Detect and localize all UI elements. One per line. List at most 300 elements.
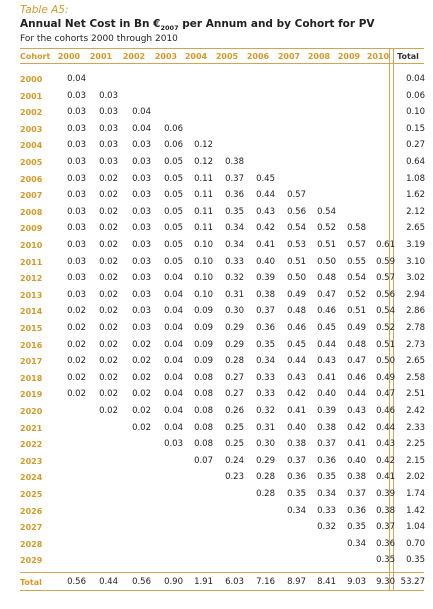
row-cohort-label: 2028 <box>20 539 43 549</box>
header-year: 2009 <box>337 52 361 61</box>
table-cell: 0.57 <box>287 190 306 201</box>
row-cohort-label: 2006 <box>20 174 43 184</box>
table-cell: 0.02 <box>99 240 118 250</box>
table-cell: 0.39 <box>256 273 275 284</box>
table-cell: 0.35 <box>287 489 306 499</box>
table-cell: 0.35 <box>347 522 366 533</box>
row-cohort-label: 2010 <box>20 241 43 250</box>
table-cell: 0.05 <box>164 190 183 201</box>
table-cell: 0.43 <box>317 356 336 367</box>
table-cell: 0.38 <box>256 289 275 300</box>
header-year: 2001 <box>89 52 113 61</box>
table-cell: 0.03 <box>67 140 86 151</box>
table-cell: 0.44 <box>256 190 275 201</box>
row-total-cell: 2.65 <box>406 223 425 234</box>
table-cell: 0.04 <box>164 273 183 284</box>
table-cell: 0.56 <box>287 206 306 217</box>
title-subscript: 2007 <box>160 24 179 33</box>
row-total-cell: 1.08 <box>406 173 425 184</box>
table-cell: 0.03 <box>132 323 151 333</box>
table-title <box>20 18 375 32</box>
table-cell: 0.03 <box>67 206 86 217</box>
totals-label: Total <box>20 578 42 587</box>
table-cell: 0.25 <box>225 439 244 450</box>
row-cohort-label: 2015 <box>20 324 43 333</box>
table-cell: 0.03 <box>132 289 151 300</box>
table-cell: 0.02 <box>67 356 86 367</box>
totals-cell: 9.03 <box>347 577 366 587</box>
table-cell: 0.33 <box>317 505 336 516</box>
table-cell: 0.02 <box>99 223 118 234</box>
table-cell: 0.49 <box>287 289 306 300</box>
table-cell: 0.03 <box>67 190 86 201</box>
table-cell: 0.47 <box>347 356 366 367</box>
table-cell: 0.10 <box>194 273 213 284</box>
table-cell: 0.61 <box>376 240 395 250</box>
row-total-cell: 2.86 <box>406 306 425 317</box>
table-cell: 0.51 <box>287 256 306 267</box>
table-cell: 0.32 <box>225 273 244 284</box>
table-cell: 0.05 <box>164 173 183 184</box>
table-cell: 0.51 <box>376 339 395 350</box>
row-total-cell: 1.04 <box>406 522 425 533</box>
table-cell: 0.40 <box>287 422 306 433</box>
table-cell: 0.38 <box>347 472 366 483</box>
table-cell: 0.50 <box>376 356 395 367</box>
table-cell: 0.59 <box>376 256 395 267</box>
table-cell: 0.03 <box>67 173 86 184</box>
table-cell: 0.36 <box>287 472 306 483</box>
header-year: 2002 <box>122 52 146 61</box>
table-cell: 0.33 <box>256 372 275 383</box>
table-cell: 0.03 <box>99 90 118 101</box>
table-cell: 0.11 <box>194 206 213 217</box>
row-total-cell: 2.94 <box>406 289 425 300</box>
table-cell: 0.54 <box>317 206 336 217</box>
table-cell: 0.02 <box>99 173 118 184</box>
table-cell: 0.32 <box>256 406 275 416</box>
table-cell: 0.02 <box>99 190 118 201</box>
table-cell: 0.02 <box>67 306 86 317</box>
table-cell: 0.30 <box>256 439 275 450</box>
header-year: 2010 <box>366 52 390 61</box>
table-cell: 0.03 <box>132 206 151 217</box>
table-cell: 0.03 <box>132 223 151 234</box>
grand-total-cell: 53.27 <box>400 577 425 587</box>
row-cohort-label: 2018 <box>20 373 43 383</box>
row-total-cell: 1.74 <box>406 489 425 499</box>
table-cell: 0.05 <box>164 157 183 167</box>
table-cell: 0.46 <box>376 406 395 416</box>
table-cell: 0.02 <box>132 339 151 350</box>
table-cell: 0.38 <box>287 439 306 450</box>
table-cell: 0.44 <box>347 389 366 400</box>
table-cell: 0.45 <box>256 173 275 184</box>
row-total-cell: 2.58 <box>406 372 425 383</box>
table-cell: 0.29 <box>225 323 244 333</box>
table-cell: 0.50 <box>287 273 306 284</box>
title-main: Annual Net Cost in Bn € <box>20 18 161 30</box>
table-cell: 0.52 <box>317 223 336 234</box>
table-cell: 0.37 <box>347 489 366 499</box>
table-subtitle: For the cohorts 2000 through 2010 <box>20 34 178 44</box>
table-cell: 0.04 <box>164 422 183 433</box>
table-cell: 0.52 <box>347 289 366 300</box>
totals-cell: 0.44 <box>99 577 118 587</box>
table-cell: 0.02 <box>99 289 118 300</box>
table-cell: 0.40 <box>317 389 336 400</box>
table-cell: 0.41 <box>287 406 306 416</box>
table-cell: 0.42 <box>376 455 395 466</box>
table-cell: 0.10 <box>194 289 213 300</box>
table-cell: 0.02 <box>67 323 86 333</box>
table-cell: 0.12 <box>194 140 213 151</box>
row-total-cell: 0.70 <box>406 538 425 549</box>
table-cell: 0.03 <box>99 157 118 167</box>
table-cell: 0.08 <box>194 372 213 383</box>
table-cell: 0.06 <box>164 123 183 134</box>
table-cell: 0.05 <box>164 223 183 234</box>
table-cell: 0.03 <box>67 273 86 284</box>
table-cell: 0.02 <box>67 372 86 383</box>
row-cohort-label: 2029 <box>20 556 43 566</box>
table-cell: 0.28 <box>256 489 275 499</box>
totals-cell: 0.56 <box>132 577 151 587</box>
table-cell: 0.36 <box>256 323 275 333</box>
table-cell: 0.44 <box>376 422 395 433</box>
table-cell: 0.55 <box>347 256 366 267</box>
table-cell: 0.02 <box>99 406 118 416</box>
table-cell: 0.08 <box>194 406 213 416</box>
row-cohort-label: 2014 <box>20 307 43 317</box>
table-cell: 0.36 <box>225 190 244 201</box>
header-cohort: Cohort <box>20 52 51 61</box>
table-cell: 0.03 <box>99 107 118 118</box>
table-cell: 0.03 <box>67 240 86 250</box>
table-cell: 0.03 <box>132 256 151 267</box>
table-cell: 0.40 <box>347 455 366 466</box>
row-total-cell: 2.12 <box>406 206 425 217</box>
table-cell: 0.03 <box>132 173 151 184</box>
row-total-cell: 2.65 <box>406 356 425 367</box>
table-cell: 0.34 <box>347 538 366 549</box>
table-cell: 0.02 <box>99 323 118 333</box>
table-cell: 0.38 <box>225 157 244 167</box>
table-cell: 0.04 <box>164 406 183 416</box>
table-cell: 0.39 <box>376 489 395 499</box>
table-cell: 0.28 <box>225 356 244 367</box>
table-cell: 0.03 <box>67 223 86 234</box>
table-cell: 0.02 <box>132 372 151 383</box>
table-cell: 0.07 <box>194 455 213 466</box>
row-cohort-label: 2013 <box>20 290 43 300</box>
table-cell: 0.41 <box>376 472 395 483</box>
table-cell: 0.03 <box>132 306 151 317</box>
table-cell: 0.04 <box>164 339 183 350</box>
table-cell: 0.43 <box>256 206 275 217</box>
table-cell: 0.04 <box>164 356 183 367</box>
row-total-cell: 0.64 <box>406 157 425 167</box>
table-cell: 0.02 <box>99 356 118 367</box>
row-cohort-label: 2011 <box>20 257 43 267</box>
table-cell: 0.47 <box>376 389 395 400</box>
header-top-rule <box>20 48 424 49</box>
table-cell: 0.41 <box>256 240 275 250</box>
table-cell: 0.02 <box>99 206 118 217</box>
table-cell: 0.51 <box>347 306 366 317</box>
header-year: 2004 <box>184 52 208 61</box>
table-cell: 0.57 <box>347 240 366 250</box>
table-cell: 0.46 <box>287 323 306 333</box>
table-cell: 0.02 <box>132 356 151 367</box>
row-total-cell: 1.62 <box>406 190 425 201</box>
table-cell: 0.47 <box>317 289 336 300</box>
table-cell: 0.28 <box>256 472 275 483</box>
table-cell: 0.02 <box>99 339 118 350</box>
row-total-cell: 3.10 <box>406 256 425 267</box>
table-cell: 0.25 <box>225 422 244 433</box>
table-cell: 0.08 <box>194 389 213 400</box>
totals-cell: 1.91 <box>194 577 213 587</box>
table-cell: 0.34 <box>287 505 306 516</box>
table-cell: 0.27 <box>225 389 244 400</box>
table-cell: 0.03 <box>67 256 86 267</box>
table-cell: 0.30 <box>225 306 244 317</box>
table-cell: 0.10 <box>194 240 213 250</box>
table-cell: 0.29 <box>225 339 244 350</box>
row-cohort-label: 2012 <box>20 274 43 284</box>
table-cell: 0.03 <box>67 107 86 118</box>
row-cohort-label: 2023 <box>20 456 43 466</box>
table-cell: 0.40 <box>256 256 275 267</box>
table-cell: 0.52 <box>376 323 395 333</box>
row-cohort-label: 2002 <box>20 108 43 118</box>
totals-cell: 7.16 <box>256 577 275 587</box>
table-cell: 0.36 <box>347 505 366 516</box>
table-cell: 0.42 <box>347 422 366 433</box>
table-cell: 0.03 <box>132 140 151 151</box>
row-total-cell: 1.42 <box>406 505 425 516</box>
row-total-cell: 2.33 <box>406 422 425 433</box>
table-cell: 0.42 <box>287 389 306 400</box>
table-cell: 0.58 <box>347 223 366 234</box>
table-cell: 0.03 <box>164 439 183 450</box>
row-cohort-label: 2016 <box>20 340 43 350</box>
row-cohort-label: 2022 <box>20 440 43 450</box>
table-cell: 0.37 <box>376 522 395 533</box>
row-cohort-label: 2019 <box>20 390 43 400</box>
table-cell: 0.33 <box>256 389 275 400</box>
table-cell: 0.35 <box>225 206 244 217</box>
row-cohort-label: 2005 <box>20 158 43 167</box>
header-bottom-rule <box>20 63 424 64</box>
table-cell: 0.56 <box>376 289 395 300</box>
table-cell: 0.02 <box>99 256 118 267</box>
table-cell: 0.34 <box>256 356 275 367</box>
table-cell: 0.39 <box>317 406 336 416</box>
table-cell: 0.03 <box>99 123 118 134</box>
row-total-cell: 2.15 <box>406 455 425 466</box>
table-cell: 0.12 <box>194 157 213 167</box>
table-cell: 0.54 <box>287 223 306 234</box>
table-cell: 0.02 <box>132 406 151 416</box>
table-cell: 0.03 <box>67 157 86 167</box>
header-year: 2007 <box>277 52 301 61</box>
table-cell: 0.09 <box>194 356 213 367</box>
table-cell: 0.37 <box>225 173 244 184</box>
table-cell: 0.53 <box>287 240 306 250</box>
row-cohort-label: 2024 <box>20 473 43 483</box>
table-cell: 0.03 <box>67 90 86 101</box>
table-cell: 0.37 <box>256 306 275 317</box>
row-cohort-label: 2008 <box>20 207 43 217</box>
totals-cell: 8.97 <box>287 577 306 587</box>
table-cell: 0.37 <box>317 439 336 450</box>
table-cell: 0.43 <box>347 406 366 416</box>
table-cell: 0.03 <box>132 240 151 250</box>
totals-cell: 0.90 <box>164 577 183 587</box>
table-cell: 0.11 <box>194 173 213 184</box>
table-cell: 0.02 <box>67 389 86 400</box>
table-cell: 0.36 <box>317 455 336 466</box>
table-cell: 0.46 <box>347 372 366 383</box>
header-year: 2000 <box>57 52 81 61</box>
table-cell: 0.03 <box>99 140 118 151</box>
table-cell: 0.54 <box>376 306 395 317</box>
row-total-cell: 0.06 <box>406 90 425 101</box>
header-year: 2005 <box>215 52 239 61</box>
table-cell: 0.23 <box>225 472 244 483</box>
table-cell: 0.24 <box>225 455 244 466</box>
table-cell: 0.31 <box>256 422 275 433</box>
header-year: 2008 <box>307 52 331 61</box>
table-cell: 0.41 <box>317 372 336 383</box>
table-label: Table A5: <box>20 4 69 16</box>
table-cell: 0.32 <box>317 522 336 533</box>
table-cell: 0.04 <box>164 306 183 317</box>
totals-cell: 8.41 <box>317 577 336 587</box>
table-cell: 0.03 <box>67 123 86 134</box>
table-cell: 0.54 <box>347 273 366 284</box>
row-total-cell: 0.15 <box>406 123 425 134</box>
table-cell: 0.09 <box>194 339 213 350</box>
table-cell: 0.02 <box>67 339 86 350</box>
table-cell: 0.04 <box>164 323 183 333</box>
row-total-cell: 2.25 <box>406 439 425 450</box>
table-cell: 0.41 <box>347 439 366 450</box>
row-total-cell: 0.27 <box>406 140 425 151</box>
title-rest: per Annum and by Cohort for PV <box>178 18 375 30</box>
table-cell: 0.10 <box>194 256 213 267</box>
table-cell: 0.35 <box>256 339 275 350</box>
table-cell: 0.02 <box>132 422 151 433</box>
table-cell: 0.05 <box>164 256 183 267</box>
table-cell: 0.02 <box>132 389 151 400</box>
table-cell: 0.11 <box>194 223 213 234</box>
row-total-cell: 0.35 <box>406 555 425 566</box>
table-cell: 0.04 <box>132 107 151 118</box>
row-total-cell: 2.78 <box>406 323 425 333</box>
table-cell: 0.38 <box>317 422 336 433</box>
table-cell: 0.35 <box>376 555 395 566</box>
table-cell: 0.35 <box>317 472 336 483</box>
table-cell: 0.43 <box>376 439 395 450</box>
row-total-cell: 3.19 <box>406 240 425 250</box>
row-cohort-label: 2004 <box>20 141 43 151</box>
table-cell: 0.05 <box>164 206 183 217</box>
table-cell: 0.48 <box>347 339 366 350</box>
table-cell: 0.26 <box>225 406 244 416</box>
table-cell: 0.45 <box>287 339 306 350</box>
header-total: Total <box>397 52 419 61</box>
table-cell: 0.49 <box>376 372 395 383</box>
table-cell: 0.09 <box>194 323 213 333</box>
table-cell: 0.02 <box>99 372 118 383</box>
table-cell: 0.05 <box>164 240 183 250</box>
table-cell: 0.02 <box>99 306 118 317</box>
totals-cell: 0.56 <box>67 577 86 587</box>
total-bottom-rule <box>20 590 424 591</box>
row-total-cell: 0.04 <box>406 74 425 84</box>
row-cohort-label: 2000 <box>20 75 43 84</box>
table-cell: 0.03 <box>132 190 151 201</box>
row-total-cell: 2.02 <box>406 472 425 483</box>
table-cell: 0.09 <box>194 306 213 317</box>
table-cell: 0.45 <box>317 323 336 333</box>
table-cell: 0.11 <box>194 190 213 201</box>
row-cohort-label: 2026 <box>20 506 43 516</box>
row-cohort-label: 2017 <box>20 357 43 367</box>
table-cell: 0.04 <box>164 389 183 400</box>
table-cell: 0.03 <box>132 157 151 167</box>
table-cell: 0.04 <box>132 123 151 134</box>
row-total-cell: 2.73 <box>406 339 425 350</box>
table-cell: 0.44 <box>317 339 336 350</box>
table-cell: 0.04 <box>164 289 183 300</box>
header-year: 2003 <box>154 52 178 61</box>
table-cell: 0.34 <box>225 240 244 250</box>
table-cell: 0.43 <box>287 372 306 383</box>
table-cell: 0.27 <box>225 372 244 383</box>
table-cell: 0.46 <box>317 306 336 317</box>
table-cell: 0.36 <box>376 538 395 549</box>
row-total-cell: 2.42 <box>406 406 425 416</box>
table-cell: 0.48 <box>317 273 336 284</box>
table-cell: 0.31 <box>225 289 244 300</box>
table-cell: 0.34 <box>225 223 244 234</box>
table-cell: 0.57 <box>376 273 395 284</box>
table-cell: 0.04 <box>164 372 183 383</box>
totals-cell: 6.03 <box>225 577 244 587</box>
table-cell: 0.04 <box>67 74 86 84</box>
table-cell: 0.42 <box>256 223 275 234</box>
totals-cell: 9.30 <box>376 577 395 587</box>
row-total-cell: 2.51 <box>406 389 425 400</box>
row-cohort-label: 2007 <box>20 191 43 201</box>
row-cohort-label: 2020 <box>20 407 43 416</box>
row-cohort-label: 2025 <box>20 490 43 499</box>
row-total-cell: 0.10 <box>406 107 425 118</box>
table-cell: 0.44 <box>287 356 306 367</box>
table-cell: 0.51 <box>317 240 336 250</box>
table-cell: 0.03 <box>132 273 151 284</box>
table-cell: 0.03 <box>67 289 86 300</box>
table-cell: 0.06 <box>164 140 183 151</box>
table-cell: 0.08 <box>194 422 213 433</box>
table-cell: 0.29 <box>256 455 275 466</box>
row-cohort-label: 2003 <box>20 124 43 134</box>
header-year: 2006 <box>246 52 270 61</box>
